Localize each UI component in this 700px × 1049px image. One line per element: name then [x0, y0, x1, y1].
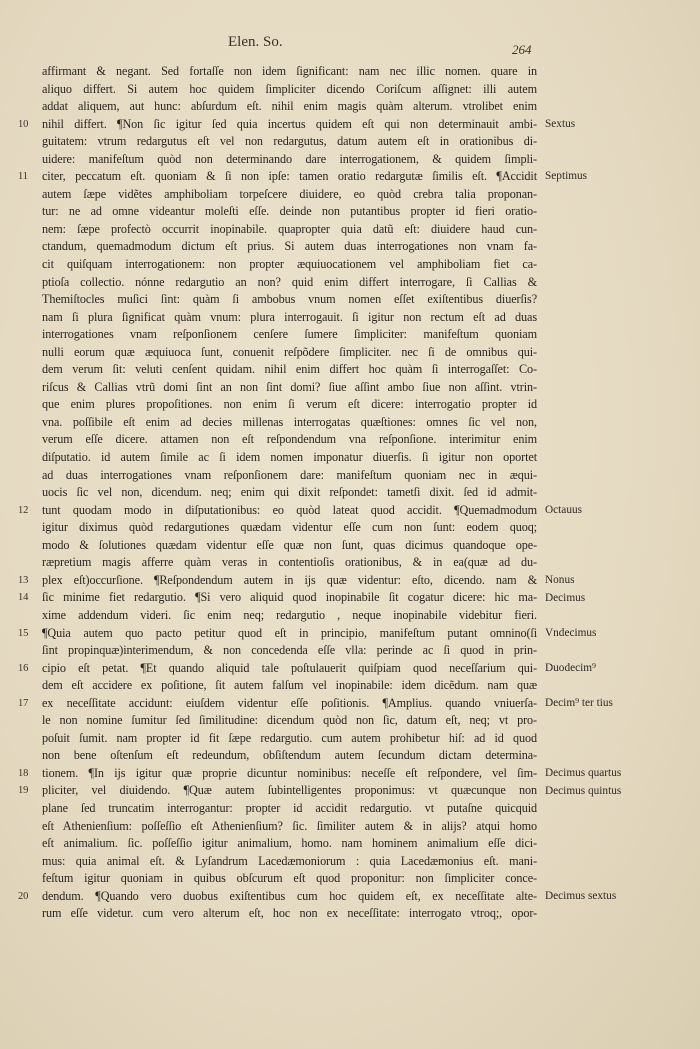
line-text: ſic minime fiet redargutio. ¶Si vero aliquid quod inopinabile ſit cogatur dicere: hic ma-: [42, 590, 537, 605]
line-text: uidere: manifeſtum quòd non determinando dare interrogationem, & quidem ſimpli-: [42, 151, 537, 166]
line-text: dem verum ſit: veluti cenſent quidam. nihil enim differt hoc quàm ſi interrogaſſet: Co-: [42, 362, 537, 377]
line-text: ctandum, quemadmodum dictum eſt prius. Si autem duas interrogationes non vnam fa-: [42, 239, 537, 254]
margin-note: Octauus: [545, 503, 583, 516]
line-text: eſt animalium. ſic. poſſeſſio igitur animalium, homo. nam hominem animalium eſſe dici-: [42, 836, 537, 851]
text-line: [42, 379, 537, 397]
line-text: autem ſæpe vidẽtes amphiboliam torpeſcere diuidere, eo quòd crebra talia proponan-: [42, 186, 537, 201]
line-number: 10: [18, 118, 29, 130]
line-text: dendum. ¶Quando vero duobus exiſtentibus cum hoc quidem eſt, ex neceſſitate alte-: [42, 888, 537, 903]
text-line: [42, 221, 537, 239]
line-text: xime addendum videri. ſic enim neq; redargutio , neque inopinabile videbitur fieri.: [42, 607, 537, 622]
running-title: Elen. So.: [228, 34, 283, 50]
line-text: aliquo differt. Si autem hoc quidem ſimpliciter dicendo Coriſcum aſſignet: illi autem: [42, 81, 537, 96]
margin-note: Decimus quintus: [545, 784, 622, 797]
text-line: [42, 607, 537, 625]
line-text: plex eſt)occurſione. ¶Reſpondendum autem in ijs quæ videntur: eſto, dicendo. nam &: [42, 572, 537, 587]
line-text: cit quiſquam interrogationem: non propter æquiuocationem vel amphiboliam fiet ca-: [42, 257, 537, 272]
text-line: [18, 888, 537, 906]
margin-note: Septimus: [545, 170, 588, 183]
line-number: 15: [18, 627, 29, 639]
line-text: vna. poſſibile eſt enim ad decies millenas interrogatas quæſtiones: omnes ſic vel non,: [42, 414, 537, 429]
text-line: [42, 63, 537, 81]
text-line: [42, 712, 537, 730]
line-text: pliciter, vel diuidendo. ¶Quæ autem ſubintelligentes proponimus: vt quæcunque non: [42, 783, 537, 798]
line-number: 18: [18, 767, 29, 779]
text-line: [42, 642, 537, 660]
text-line: [42, 818, 537, 836]
line-text: riſcus & Callias vtrũ domi ſint an non ſint domi? ſiue aſſint ambo ſiue non aſſint. vtrin-: [42, 379, 537, 394]
line-text: addat aliquem, aut hunc: abſurdum eſt. nihil enim magis quàm alterum. vtrolibet enim: [42, 99, 537, 114]
line-text: ſint propinquæ)interimendum, & non concedenda eſſe vlla: perinde ac ſi quod in prin-: [42, 643, 537, 658]
text-line: [42, 326, 537, 344]
line-text: verum eſſe dicere. attamen non eſt reſpondendum vna reſponſione. interimitur enim: [42, 432, 537, 447]
line-text: nihil differt. ¶Non ſic igitur ſed quia incertus quidem eſt qui non determinauit ambi-: [42, 116, 537, 131]
text-line: [42, 747, 537, 765]
text-line: [42, 309, 537, 327]
text-line: [42, 905, 537, 923]
text-line: [42, 361, 537, 379]
text-line: [42, 203, 537, 221]
text-line: [42, 186, 537, 204]
text-line: [42, 151, 537, 169]
line-number: 17: [18, 697, 29, 709]
text-line: [18, 765, 537, 783]
text-line: [18, 625, 537, 643]
text-line: [42, 870, 537, 888]
line-text: tur: ne ad omne videantur moleſti eſſe. deinde non putantibus propter id fieri oratio-: [42, 204, 537, 219]
line-number: 19: [18, 785, 29, 797]
line-text: dem eſt accidere ex poſitione, ſit autem falſum vel inopinabile: idem dicẽdum. nam quæ: [42, 678, 537, 693]
text-line: [42, 274, 537, 292]
text-line: [42, 484, 537, 502]
line-text: rum eſſe videtur. cum vero alterum eſt, hoc non ex neceſſitate: interrogato vtroq;, opor-: [42, 906, 537, 921]
line-text: mus: quia animal eſt. & Lyſandrum Lacedæmoniorum : quia Lacedæmonius eſt. mani-: [42, 853, 537, 868]
text-line: [42, 800, 537, 818]
line-number: 12: [18, 504, 29, 516]
line-text: nulli eorum quæ æquiuoca ſunt, conuenit reſpõdere ſimpliciter. nec ſi de omnibus qui-: [42, 344, 537, 359]
text-line: [18, 782, 537, 800]
text-line: [42, 133, 537, 151]
line-text: ex neceſſitate accidunt: eiuſdem videntur eſſe poſitionis. ¶Amplius. quando vniuerſa-: [42, 695, 537, 710]
margin-note: Vndecimus: [545, 626, 597, 639]
margin-note: Decimus quartus: [545, 767, 622, 779]
text-line: [42, 396, 537, 414]
text-line: [42, 467, 537, 485]
line-text: eſt Athenienſium: poſſeſſio eſt Athenienſium? ſic. ſimiliter autem & in alijs? atqui homo: [42, 818, 537, 833]
margin-note: Nonus: [545, 573, 575, 586]
margin-note: Decimus sextus: [545, 889, 617, 902]
line-text: tunt quodam modo in diſputationibus: eo quòd lateat quod accidit. ¶Quemadmodum: [42, 502, 537, 517]
line-text: feſtum igitur quoniam in quibus obſcurum eſt quod proponitur: non ſimpliciter conce-: [42, 871, 537, 886]
text-line: [42, 853, 537, 871]
text-line: [42, 98, 537, 116]
line-text: cipio eſt petat. ¶Et quando aliquid tale poſtulauerit quiſpiam quod neceſſarium qui-: [42, 660, 537, 675]
line-text: nam ſi plura ſignificat quàm vnum: plura interrogauit. ſi igitur non rectum eſt ad duas: [42, 309, 537, 324]
folio-number: 264: [512, 42, 532, 57]
text-line: [42, 344, 537, 362]
line-text: poſuit ſumit. nam propter id fit ſæpe redargutio. cum autem prohibetur hiſ: ad id quod: [42, 730, 537, 745]
line-text: le non nomine ſumitur ſed ſimilitudine: dicendum quòd non ſic, datum eſt, neq; vt pro-: [42, 713, 537, 728]
line-text: nem: ſæpe profectò occurrit inopinabile. quapropter quia datũ eſt: diuidere haud cun-: [42, 221, 537, 236]
text-line: [42, 519, 537, 537]
main-text-block: [18, 63, 537, 923]
line-number: 20: [18, 890, 29, 902]
line-text: uocis ſic vel non, dicendum. neq; enim qui dixit reſpondet: tametſi dixit. ſed id admit-: [42, 485, 537, 500]
text-line: [42, 449, 537, 467]
text-line: [18, 572, 537, 590]
line-number: 16: [18, 662, 29, 674]
text-line: [42, 835, 537, 853]
text-line: [18, 695, 537, 713]
line-text: Themiſtocles muſici ſint: quàm ſi ambobus vnum nomen eſſet exiſtentibus diuerſis?: [42, 292, 537, 307]
line-text: diſputatio. id autem ſimile ac ſi idem nomen imponatur diuerſis. ſi igitur non oportet: [42, 450, 537, 465]
line-number: 13: [18, 574, 29, 586]
text-line: [42, 414, 537, 432]
text-line: [18, 589, 537, 607]
line-text: que enim plures propoſitiones. non enim ſi verum eſt dicere: interrogatio propter id: [42, 397, 537, 412]
margin-note: Sextus: [545, 117, 576, 130]
line-text: plane ſed truncatim interrogantur: propter id accidit redargutio. vt putaſne quicquid: [42, 800, 537, 815]
margin-note: Decim⁹ ter tius: [545, 696, 613, 709]
text-line: [42, 81, 537, 99]
text-line: [18, 116, 537, 134]
text-line: [42, 431, 537, 449]
line-text: citer, peccatum eſt. quoniam & ſi non ipſe: tamen oratio redargutæ ſimilis eſt. ¶Accidit: [42, 169, 537, 184]
line-text: ad duas interrogationes vnam reſponſionem dare: manifeſtum quoniam nec in æqui-: [42, 467, 537, 482]
line-number: 14: [18, 592, 29, 604]
text-line: [42, 238, 537, 256]
line-text: modo & ſolutiones quædam videntur eſſe quæ non ſunt, quas dicimus quandoque ope-: [42, 537, 537, 552]
line-text: ¶Quia autem quo pacto petitur quod eſt in principio, manifeſtum putant omnino(ſi: [42, 625, 537, 640]
text-line: [18, 502, 537, 520]
line-number: 11: [18, 171, 28, 183]
line-text: affirmant & negant. Sed fortaſſe non idem ſignificant: nam nec illic nomen. quare in: [42, 64, 537, 78]
text-line: [42, 554, 537, 572]
line-text: tionem. ¶In ijs igitur quæ proprie dicuntur nominibus: neceſſe eſt reſpondere, vel ſim-: [42, 765, 537, 780]
text-line: [18, 660, 537, 678]
line-text: igitur diximus quòd redargutiones quædam videntur eſſe cum non ſunt: eodem quoq;: [42, 520, 537, 535]
line-text: guitatem: vtrum redargutus eſt vel non redargutus, datum autem eſt in orationibus di-: [42, 134, 537, 149]
text-line: [42, 730, 537, 748]
line-text: ræpretium magis afferre quàm veras in contentioſis orationibus, & in ea(quæ ad du-: [42, 555, 537, 570]
text-line: [42, 677, 537, 695]
line-text: interrogationes vnam reſponſionem cenſere ſumere ſimpliciter: manifeſtum quoniam: [42, 327, 537, 342]
text-line: [18, 168, 537, 186]
text-line: [42, 291, 537, 309]
line-text: non bene oſtenſum eſt redeundum, obſiſtendum autem ſecundum dictam determina-: [42, 748, 537, 763]
text-line: [42, 256, 537, 274]
margin-note: Decimus: [545, 591, 586, 604]
margin-note: Duodecim⁹: [545, 661, 596, 674]
line-text: ptioſa collectio. nónne redargutio an non? quid enim differt interrogare, ſi Callias &: [42, 274, 537, 289]
text-line: [42, 537, 537, 555]
